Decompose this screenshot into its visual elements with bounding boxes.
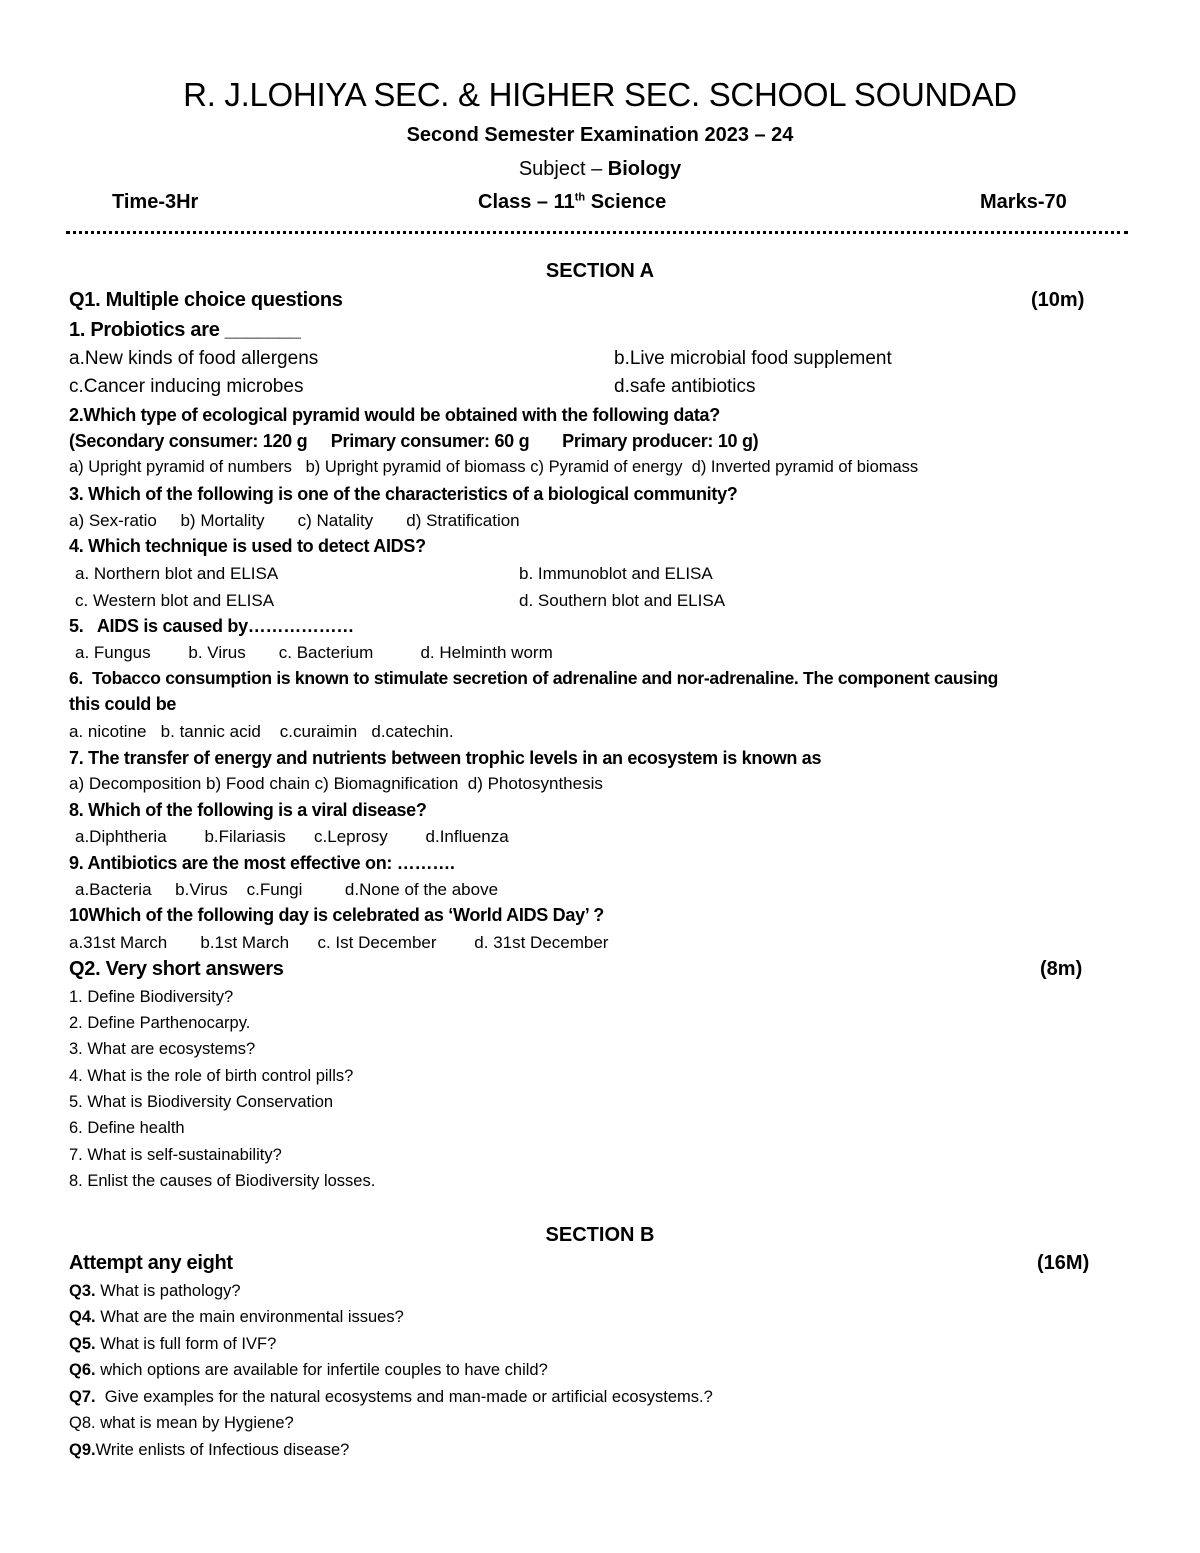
q4-option-b: b. Immunoblot and ELISA (519, 564, 713, 583)
question-3-options: a) Sex-ratio b) Mortality c) Natality d) Stratification (69, 511, 520, 530)
q9-text: Write enlists of Infectious disease? (95, 1441, 350, 1459)
question-7: 7. The transfer of energy and nutrients between trophic levels in an ecosystem is known as (69, 748, 822, 768)
short-question-5: 5. What is Biodiversity Conservation (69, 1093, 334, 1111)
q3-text: What is pathology? (95, 1282, 241, 1300)
short-question-1: 1. Define Biodiversity? (69, 988, 234, 1006)
exam-title: Second Semester Examination 2023 – 24 (406, 124, 794, 146)
section-b-title: SECTION B (545, 1224, 655, 1246)
q9-label: Q9. (69, 1441, 96, 1459)
question-10: 10Which of the following day is celebrated as ‘World AIDS Day’ ? (69, 905, 604, 925)
q1-option-a: a.New kinds of food allergens (69, 348, 319, 369)
short-question-8: 8. Enlist the causes of Biodiversity losses. (69, 1172, 376, 1190)
class-sup: th (574, 191, 586, 204)
section-b-question-q5 (69, 1335, 276, 1354)
question-4: 4. Which technique is used to detect AIDS? (69, 536, 426, 556)
section-b-heading: Attempt any eight (69, 1252, 233, 1274)
question-6-options: a. nicotine b. tannic acid c.curaimin d.catechin. (69, 722, 454, 741)
question-9: 9. Antibiotics are the most effective on: ………. (69, 853, 455, 873)
q2-marks: (8m) (1040, 958, 1083, 980)
question-1: 1. Probiotics are _______ (69, 319, 301, 341)
section-b-question-q9 (69, 1441, 349, 1460)
section-b-question-q6 (69, 1361, 548, 1380)
q8-text: what is mean by Hygiene? (95, 1414, 294, 1432)
section-b-question-q7 (69, 1388, 713, 1407)
time-label: Time-3Hr (112, 191, 199, 213)
section-b-marks: (16M) (1037, 1252, 1090, 1274)
question-2-data: (Secondary consumer: 120 g Primary consumer: 60 g Primary producer: 10 g) (69, 431, 759, 451)
q3-label: Q3. (69, 1282, 96, 1300)
short-question-6: 6. Define health (69, 1119, 185, 1137)
dotted-divider (66, 231, 1128, 234)
short-question-2: 2. Define Parthenocarpy. (69, 1014, 251, 1032)
q1-marks: (10m) (1031, 289, 1085, 311)
section-a-title: SECTION A (545, 260, 655, 282)
section-b-question-q3 (69, 1282, 241, 1301)
q7-label: Q7. (69, 1388, 96, 1406)
q1-option-d: d.safe antibiotics (614, 376, 756, 397)
q6-text: which options are available for infertile couples to have child? (95, 1361, 548, 1379)
short-question-4: 4. What is the role of birth control pills? (69, 1067, 354, 1085)
q1-option-b: b.Live microbial food supplement (614, 348, 892, 369)
question-6-cont: this could be (69, 694, 177, 714)
marks-label: Marks-70 (980, 191, 1067, 213)
question-7-options: a) Decomposition b) Food chain c) Biomagnification d) Photosynthesis (69, 774, 603, 793)
section-b-question-q4 (69, 1308, 404, 1327)
q4-option-c: c. Western blot and ELISA (75, 591, 275, 610)
section-b-question-q8 (69, 1414, 294, 1433)
school-name: R. J.LOHIYA SEC. & HIGHER SEC. SCHOOL SOUNDAD (183, 76, 1017, 113)
question-10-options: a.31st March b.1st March c. Ist December d. 31st December (69, 933, 609, 952)
question-5-options: a. Fungus b. Virus c. Bacterium d. Helminth worm (75, 643, 553, 662)
question-2: 2.Which type of ecological pyramid would be obtained with the following data? (69, 405, 720, 425)
q5-label: Q5. (69, 1335, 96, 1353)
class-suffix: Science (585, 191, 667, 213)
short-question-3: 3. What are ecosystems? (69, 1040, 256, 1058)
question-3: 3. Which of the following is one of the characteristics of a biological community? (69, 484, 738, 504)
q7-text: Give examples for the natural ecosystems and man-made or artificial ecosystems.? (95, 1388, 713, 1406)
subject-name: Biology (607, 158, 682, 180)
q4-label: Q4. (69, 1308, 96, 1326)
subject-line (0, 158, 1200, 181)
question-6: 6. Tobacco consumption is known to stimulate secretion of adrenaline and nor-adrenaline. The component causing (69, 668, 999, 688)
q5-text: What is full form of IVF? (95, 1335, 277, 1353)
short-question-7: 7. What is self-sustainability? (69, 1146, 282, 1164)
q4-option-d: d. Southern blot and ELISA (519, 591, 726, 610)
q1-option-c: c.Cancer inducing microbes (69, 376, 304, 397)
q2-heading: Q2. Very short answers (69, 958, 284, 980)
q4-text: What are the main environmental issues? (95, 1308, 404, 1326)
question-8-options: a.Diphtheria b.Filariasis c.Leprosy d.Influenza (75, 827, 509, 846)
subject-prefix: Subject – (518, 158, 608, 180)
q4-option-a: a. Northern blot and ELISA (75, 564, 279, 583)
q6-label: Q6. (69, 1361, 96, 1379)
q1-heading: Q1. Multiple choice questions (69, 289, 343, 311)
q8-label: Q8. (69, 1414, 96, 1432)
question-9-options: a.Bacteria b.Virus c.Fungi d.None of the above (75, 880, 499, 899)
question-2-options: a) Upright pyramid of numbers b) Upright pyramid of biomass c) Pyramid of energy d) Inverted pyramid of biomass (69, 458, 919, 476)
question-5: 5. AIDS is caused by……………… (69, 616, 355, 636)
class-label (478, 191, 666, 214)
question-8: 8. Which of the following is a viral disease? (69, 800, 427, 820)
class-prefix: Class – 11 (478, 191, 575, 213)
